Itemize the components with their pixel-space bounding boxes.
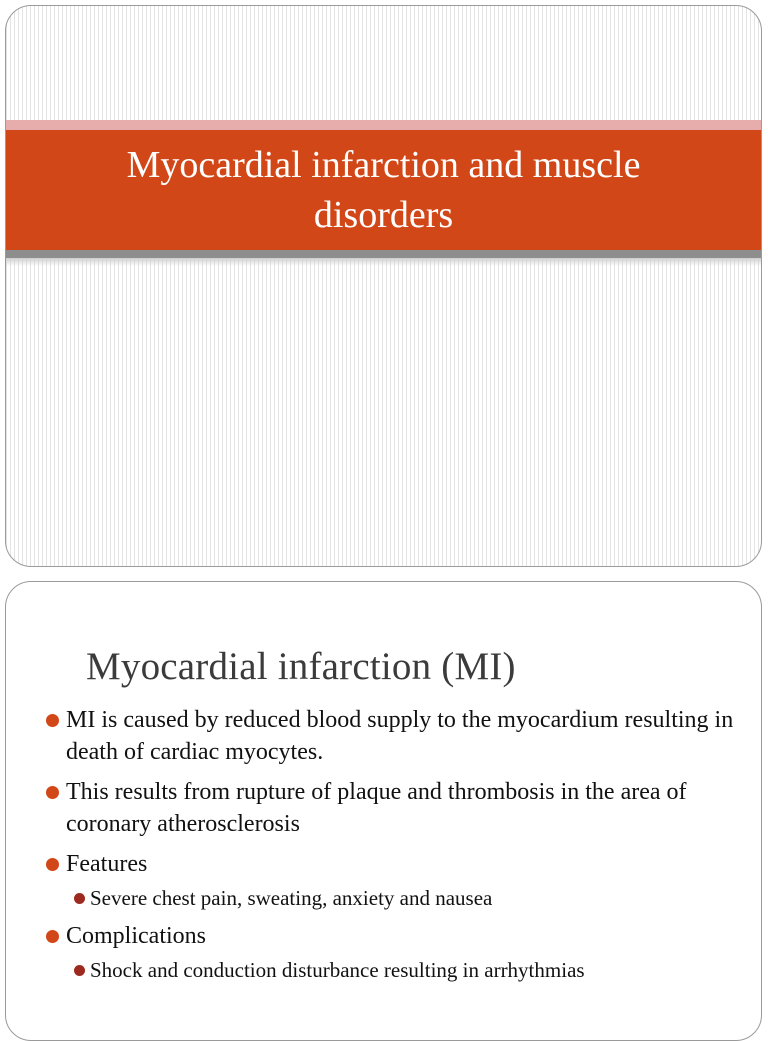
title-band: [6, 130, 761, 250]
bullet-text: Complications: [66, 923, 206, 949]
title-band-top-line: [6, 120, 761, 130]
bullet-text: This results from rupture of plaque and thrombosis in the area of coronary atherosclerosis: [66, 779, 687, 837]
content-slide: [5, 581, 762, 1041]
sub-bullet-text: Severe chest pain, sweating, anxiety and nausea: [90, 886, 493, 910]
title-band-bottom-line: [6, 250, 761, 258]
slide-title: Myocardial infarction and muscle disorders: [126, 144, 641, 236]
sub-bullet-item: [42, 884, 742, 912]
bullet-item: [42, 776, 742, 840]
sub-bullet-dot-icon: [74, 965, 85, 976]
bullet-item: [42, 704, 742, 768]
title-slide: [5, 5, 762, 567]
sub-bullet-text: Shock and conduction disturbance resulting in arrhythmias: [90, 958, 585, 982]
bullet-item: [42, 920, 742, 952]
bullet-item: [42, 848, 742, 880]
title-band-shadow: [6, 258, 761, 266]
bullet-list: [42, 704, 742, 992]
bullet-dot-icon: [46, 786, 59, 799]
bullet-text: Features: [66, 851, 148, 877]
bullet-dot-icon: [46, 714, 59, 727]
bullet-dot-icon: [46, 930, 59, 943]
sub-bullet-dot-icon: [74, 893, 85, 904]
bullet-text: MI is caused by reduced blood supply to the myocardium resulting in death of cardiac myocytes.: [66, 707, 734, 765]
slide-heading: Myocardial infarction (MI): [86, 645, 516, 688]
sub-bullet-item: [42, 956, 742, 984]
bullet-dot-icon: [46, 858, 59, 871]
